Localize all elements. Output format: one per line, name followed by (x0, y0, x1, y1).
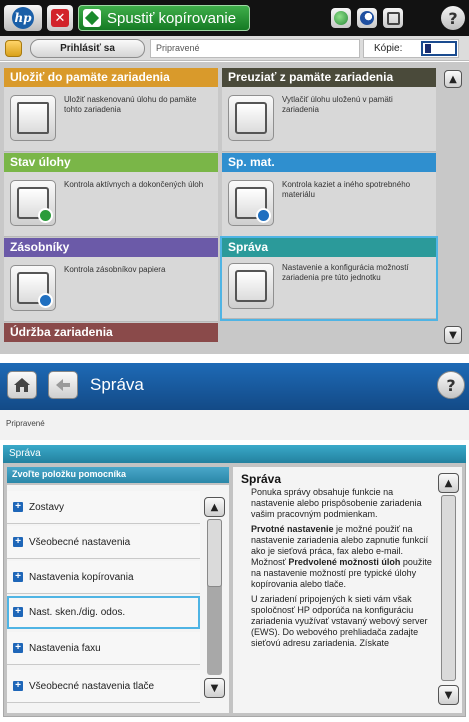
hp-logo[interactable]: hp (4, 5, 42, 31)
supplies-icon (228, 180, 274, 226)
tile-trays[interactable] (4, 238, 218, 322)
panel-title: Správa (3, 445, 466, 463)
sign-in-button[interactable]: Prihlásiť sa (30, 39, 145, 58)
stop-icon: ✕ (51, 9, 69, 27)
tile-title: Preuziať z pamäte zariadenia (222, 68, 436, 87)
tile-store[interactable] (4, 68, 218, 152)
list-item-scan-settings[interactable] (7, 596, 200, 629)
desc-scroll-up-button[interactable]: ▲ (438, 473, 459, 493)
desc-scroll-thumb[interactable] (441, 495, 456, 681)
copies-input[interactable] (421, 41, 457, 56)
tile-desc: Kontrola kaziet a iného spotrebného materiálu (282, 180, 411, 199)
tile-title: Stav úlohy (4, 153, 218, 172)
copies-label: Kópie: (374, 43, 403, 54)
tile-desc: Kontrola zásobníkov papiera (64, 265, 166, 274)
sleep-icon[interactable] (357, 8, 377, 28)
tile-desc: Kontrola aktívnych a dokončených úloh (64, 180, 204, 189)
tile-title: Správa (222, 238, 436, 257)
desc-scroll-down-button[interactable]: ▼ (438, 685, 459, 705)
network-status-icon[interactable] (331, 8, 351, 28)
job-status-icon (10, 180, 56, 226)
list-scroll-thumb[interactable] (207, 519, 222, 587)
description-paragraph: U zariadení pripojených k sieti vám však spoločnosť HP odporúča na konfiguráciu zariadenia využívať vstavaný webový server (EWS). Do webového prehliadača zadajte sieťovú adresu zariadenia. Získate (251, 594, 428, 648)
description-scrollbar[interactable] (438, 473, 459, 705)
expand-icon: + (13, 681, 23, 691)
tile-job-status[interactable] (4, 153, 218, 237)
status-text: Pripravené (150, 39, 360, 58)
description-text (251, 487, 434, 653)
description-paragraph: Ponuka správy obsahuje funkcie na nastavenie alebo prispôsobenie zariadenia vašim pracovným podmienkam. (251, 487, 422, 519)
tile-desc: Nastavenie a konfigurácia možností zariadenia pre túto jednotku (282, 263, 409, 282)
expand-icon: + (13, 572, 23, 582)
list-item-print-settings[interactable] (7, 670, 200, 703)
list-item-label: Všeobecné nastavenia (29, 536, 131, 548)
help-icon[interactable]: ? (437, 371, 465, 399)
tile-desc: Uložiť naskenovanú úlohu do pamäte tohto zariadenia (64, 95, 197, 114)
expand-icon: + (13, 607, 23, 617)
tile-desc: Vytlačiť úlohu uloženú v pamäti zariadenia (282, 95, 393, 114)
start-copy-label: Spustiť kopírovanie (107, 9, 237, 27)
tile-title: Zásobníky (4, 238, 218, 257)
home-mini-icon[interactable] (5, 40, 22, 57)
start-icon (83, 9, 101, 27)
tile-title: Uložiť do pamäte zariadenia (4, 68, 218, 87)
list-item-label: Nastavenia kopírovania (29, 571, 134, 583)
list-item-reports[interactable] (7, 491, 200, 524)
retrieve-from-device-icon (228, 95, 274, 141)
list-item-label: Nast. sken./dig. odos. (29, 606, 126, 618)
list-item-fax-settings[interactable] (7, 632, 200, 665)
list-item-label: Všeobecné nastavenia tlače (29, 680, 155, 692)
scroll-up-button[interactable]: ▲ (444, 70, 462, 88)
trays-icon (10, 265, 56, 311)
help-icon[interactable]: ? (441, 6, 465, 30)
language-icon[interactable] (383, 8, 403, 28)
home-icon (13, 377, 31, 393)
tile-retrieve[interactable] (222, 68, 436, 152)
expand-icon: + (13, 643, 23, 653)
description-title: Správa (241, 472, 282, 486)
copies-field (363, 39, 459, 58)
home-button[interactable] (7, 371, 37, 399)
list-item-label: Nastavenia faxu (29, 642, 101, 654)
copies-value (425, 44, 431, 53)
scroll-down-button[interactable]: ▼ (444, 326, 462, 344)
list-scrollbar[interactable] (204, 497, 225, 703)
expand-icon: + (13, 502, 23, 512)
list-item-copy-settings[interactable] (7, 561, 200, 594)
list-item-general-settings[interactable] (7, 526, 200, 559)
back-icon (54, 377, 72, 393)
expand-icon: + (13, 537, 23, 547)
status-text: Pripravené (0, 410, 469, 440)
back-button[interactable] (48, 371, 78, 399)
page-title: Správa (90, 375, 144, 394)
tile-maintenance[interactable] (4, 323, 218, 351)
tile-administration[interactable] (220, 236, 438, 321)
store-to-device-icon (10, 95, 56, 141)
list-scroll-down-button[interactable]: ▼ (204, 678, 225, 698)
description-paragraph: Prvotné nastavenie je možné použiť na nastavenie zariadenia alebo zapnutie funkcií ako je sieťová práca, fax alebo e-mail. Možnosť Predvolené možnosti úloh použite na nastavenie možností pre typické úlohy kopírovania alebo tlače. (251, 524, 432, 589)
stop-button[interactable] (47, 5, 73, 31)
list-scroll-up-button[interactable]: ▲ (204, 497, 225, 517)
administration-icon (228, 263, 274, 309)
list-item-label: Zostavy (29, 501, 65, 513)
tile-title: Sp. mat. (222, 153, 436, 172)
tile-title: Údržba zariadenia (4, 323, 218, 342)
start-copy-button[interactable] (78, 5, 250, 31)
list-heading: Zvoľte položku pomocníka (7, 467, 229, 483)
tile-supplies[interactable] (222, 153, 436, 237)
